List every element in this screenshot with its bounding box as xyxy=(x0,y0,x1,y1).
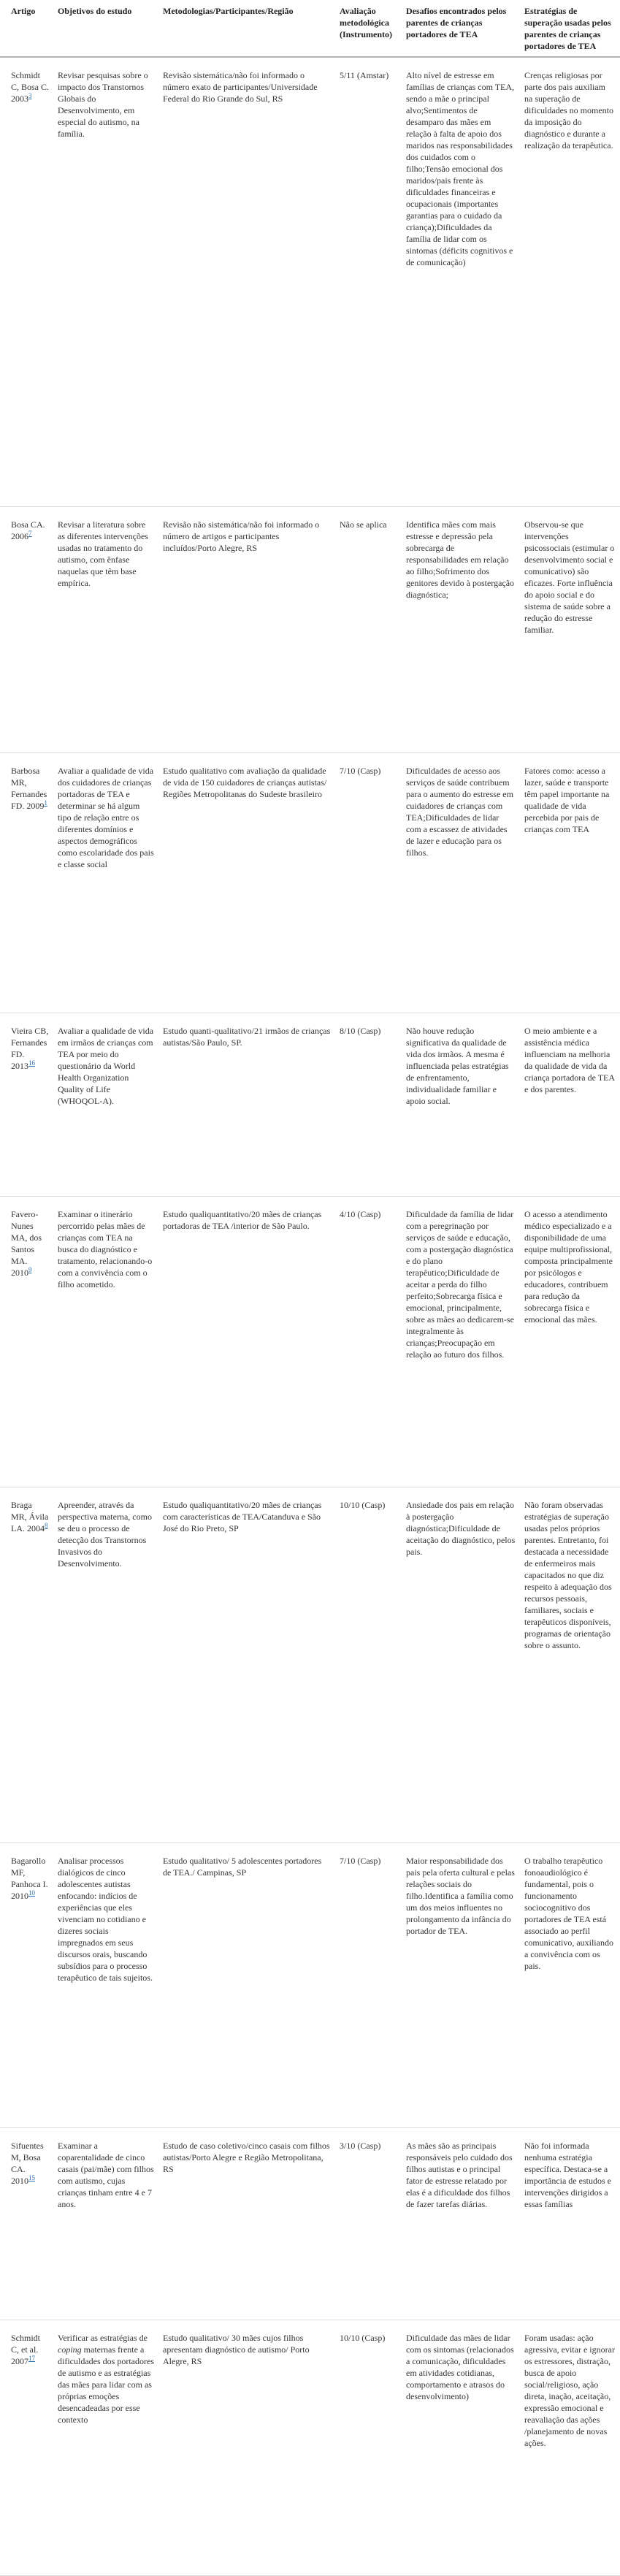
table-row xyxy=(0,1843,620,2128)
article-citation: Schmidt C, et al. 2007 xyxy=(11,2333,41,2366)
table-header-row xyxy=(0,0,620,57)
cell-evaluation: 8/10 (Casp) xyxy=(335,1013,402,1197)
cell-evaluation: 4/10 (Casp) xyxy=(335,1197,402,1487)
table-row xyxy=(0,2320,620,2576)
cell-methodology: Estudo qualitativo/ 30 mães cujos filhos apresentam diagnóstico de autismo/ Porto Alegre, RS xyxy=(158,2320,335,2576)
cell-objective: Revisar pesquisas sobre o impacto dos Transtornos Globais do Desenvolvimento, em especial do autismo, na família. xyxy=(53,57,158,507)
article-citation: Bagarollo MF, Panhoca I. 2010 xyxy=(11,1856,48,1901)
cell-evaluation: 7/10 (Casp) xyxy=(335,1843,402,2128)
article-citation: Braga MR, Ávila LA. 2004 xyxy=(11,1500,49,1533)
cell-objective: Examinar a coparentalidade de cinco casais (pai/mãe) com filhos com autismo, cujas crianças tinham entre 4 e 7 anos. xyxy=(53,2128,158,2320)
cell-article xyxy=(0,2128,53,2320)
cell-article xyxy=(0,2320,53,2576)
article-citation: Bosa CA. 2006 xyxy=(11,519,45,541)
cell-evaluation: Não se aplica xyxy=(335,507,402,753)
header-challenges: Desafios encontrados pelos parentes de crianças portadores de TEA xyxy=(402,0,520,57)
reference-link[interactable]: 3 xyxy=(28,92,32,99)
cell-evaluation: 3/10 (Casp) xyxy=(335,2128,402,2320)
cell-methodology: Estudo qualiquantitativo/20 mães de crianças com características de TEA/Catanduva e São José do Rio Preto, SP xyxy=(158,1487,335,1843)
cell-challenges: Maior responsabilidade dos pais pela oferta cultural e pelas relações sociais do filho.Identifica a família como um dos meios influentes no prolongamento da infância do portador de TEA. xyxy=(402,1843,520,2128)
cell-strategies: O trabalho terapêutico fonoaudiológico é fundamental, pois o funcionamento sociocognitivo dos portadores de TEA está associado ao perfil comunicativo, auxiliando a convivência com os pais. xyxy=(520,1843,620,2128)
cell-article xyxy=(0,753,53,1013)
article-citation: Vieira CB, Fernandes FD. 2013 xyxy=(11,1026,49,1071)
reference-link[interactable]: 17 xyxy=(28,2355,35,2362)
cell-evaluation: 7/10 (Casp) xyxy=(335,753,402,1013)
cell-strategies: Não foi informada nenhuma estratégia específica. Destaca-se a importância de estudos e intervenções dirigidos a essas famílias xyxy=(520,2128,620,2320)
cell-strategies: Fatores como: acesso a lazer, saúde e transporte têm papel importante na qualidade de vida percebida por pais de crianças com TEA xyxy=(520,753,620,1013)
header-methodology: Metodologias/Participantes/Região xyxy=(158,0,335,57)
cell-methodology: Estudo quanti-qualitativo/21 irmãos de crianças autistas/São Paulo, SP. xyxy=(158,1013,335,1197)
cell-challenges: Ansiedade dos pais em relação à postergação diagnóstica;Dificuldade de aceitação do diagnóstico, pelos pais. xyxy=(402,1487,520,1843)
article-citation: Favero-Nunes MA, dos Santos MA. 2010 xyxy=(11,1209,42,1278)
reference-link[interactable]: 15 xyxy=(28,2174,35,2181)
cell-article xyxy=(0,1843,53,2128)
reference-link[interactable]: 8 xyxy=(45,1522,48,1529)
cell-objective: Apreender, através da perspectiva materna, como se deu o processo de detecção dos Transtornos Invasivos do Desenvolvimento. xyxy=(53,1487,158,1843)
table-row xyxy=(0,753,620,1013)
reference-link[interactable]: 1 xyxy=(44,799,47,807)
table-row xyxy=(0,1197,620,1487)
cell-methodology: Revisão sistemática/não foi informado o número exato de participantes/Universidade Federal do Rio Grande do Sul, RS xyxy=(158,57,335,507)
cell-methodology: Estudo qualitativo/ 5 adolescentes portadores de TEA./ Campinas, SP xyxy=(158,1843,335,2128)
reference-link[interactable]: 10 xyxy=(28,1889,35,1897)
table-row xyxy=(0,1487,620,1843)
cell-strategies: Não foram observadas estratégias de superação usadas pelos próprios parentes. Entretanto, foi destacada a necessidade de enfermeiros mais capacitados no que diz respeito à adequação dos recursos pessoais, familiares, sociais e terapêuticos disponíveis, programas de orientação sobre o assunto. xyxy=(520,1487,620,1843)
cell-evaluation: 10/10 (Casp) xyxy=(335,2320,402,2576)
header-objective: Objetivos do estudo xyxy=(53,0,158,57)
cell-objective xyxy=(53,2320,158,2576)
table-row xyxy=(0,57,620,507)
cell-objective: Revisar a literatura sobre as diferentes intervenções usadas no tratamento do autismo, com ênfase naquelas que têm base empírica. xyxy=(53,507,158,753)
table-row xyxy=(0,1013,620,1197)
objective-text: maternas frente a dificuldades dos portadores de autismo e as estratégias das mães para lidar com as próprias emoções desencadeadas por esse contexto xyxy=(58,2344,154,2425)
cell-strategies: Foram usadas: ação agressiva, evitar e ignorar os estressores, distração, busca de apoio social/religioso, ação direta, inação, aceitação, expressão emocional e reavaliação das ações /planejamento de novas ações. xyxy=(520,2320,620,2576)
objective-text: Verificar as estratégias de xyxy=(58,2333,148,2343)
article-citation: Sifuentes M, Bosa CA. 2010 xyxy=(11,2141,44,2186)
cell-article xyxy=(0,57,53,507)
cell-strategies: Crenças religiosas por parte dos pais auxiliam na superação de dificuldades no momento da imposição do diagnóstico e durante a realização da terapêutica. xyxy=(520,57,620,507)
cell-objective: Avaliar a qualidade de vida em irmãos de crianças com TEA por meio do questionário da World Health Organization Quality of Life (WHOQOL-A). xyxy=(53,1013,158,1197)
article-citation: Barbosa MR, Fernandes FD. 2009 xyxy=(11,766,47,811)
cell-challenges: Identifica mães com mais estresse e depressão pela sobrecarga de responsabilidades em relação ao filho;Sofrimento dos genitores devido à postergação diagnóstica; xyxy=(402,507,520,753)
cell-objective: Examinar o itinerário percorrido pelas mães de crianças com TEA na busca do diagnóstico e tratamento, relacionando-o com a convivência com o filho acometido. xyxy=(53,1197,158,1487)
cell-evaluation: 10/10 (Casp) xyxy=(335,1487,402,1843)
cell-methodology: Estudo qualitativo com avaliação da qualidade de vida de 150 cuidadores de crianças autistas/ Regiões Metropolitanas do Sudeste brasileiro xyxy=(158,753,335,1013)
cell-strategies: O meio ambiente e a assistência médica influenciam na melhoria da qualidade de vida da criança portadora de TEA e dos parentes. xyxy=(520,1013,620,1197)
cell-article xyxy=(0,507,53,753)
cell-challenges: As mães são as principais responsáveis pelo cuidado dos filhos autistas e o principal fator de estresse relatado por elas é a dificuldade dos filhos de fazer tarefas diárias. xyxy=(402,2128,520,2320)
cell-objective: Analisar processos dialógicos de cinco adolescentes autistas enfocando: indícios de experiências que eles vivenciam no cotidiano e dizeres sociais impregnados em seus discursos orais, buscando subsídios para o processo terapêutico de tais sujeitos. xyxy=(53,1843,158,2128)
cell-challenges: Não houve redução significativa da qualidade de vida dos irmãos. A mesma é influenciada pelas estratégias de enfrentamento, individualidade familiar e apoio social. xyxy=(402,1013,520,1197)
table-row xyxy=(0,507,620,753)
cell-methodology: Estudo qualiquantitativo/20 mães de crianças portadoras de TEA /interior de São Paulo. xyxy=(158,1197,335,1487)
cell-objective: Avaliar a qualidade de vida dos cuidadores de crianças portadoras de TEA e determinar se há algum tipo de relação entre os diferentes domínios e aspectos demográficos como escolaridade dos pais e classe social xyxy=(53,753,158,1013)
header-strategies: Estratégias de superação usadas pelos parentes de crianças portadores de TEA xyxy=(520,0,620,57)
cell-challenges: Dificuldade das mães de lidar com os sintomas (relacionados a comunicação, dificuldades em atividades cotidianas, comportamento e atrasos do desenvolvimento) xyxy=(402,2320,520,2576)
table-row xyxy=(0,2128,620,2320)
cell-challenges: Dificuldade da família de lidar com a peregrinação por serviços de saúde e educação, com a postergação diagnóstica e do plano terapêutico;Dificuldade de aceitar a perda do filho perfeito;Sobrecarga física e emocional, principalmente, sobre as mães ao dedicarem-se integralmente às crianças;Preocupação em relação ao futuro dos filhos. xyxy=(402,1197,520,1487)
article-citation: Schmidt C, Bosa C. 2003 xyxy=(11,70,50,104)
cell-challenges: Dificuldades de acesso aos serviços de saúde contribuem para o aumento do estresse em cuidadores de crianças com TEA;Dificuldades de lidar com a escassez de atividades de lazer e educação para os filhos. xyxy=(402,753,520,1013)
cell-evaluation: 5/11 (Amstar) xyxy=(335,57,402,507)
cell-strategies: Observou-se que intervenções psicossociais (estimular o desenvolvimento social e comunicativo) são eficazes. Forte influência do apoio social e do sistema de saúde sobre a redução do estresse familiar. xyxy=(520,507,620,753)
cell-article xyxy=(0,1013,53,1197)
reference-link[interactable]: 16 xyxy=(28,1059,35,1067)
objective-emphasis: coping xyxy=(58,2344,82,2355)
reference-link[interactable]: 7 xyxy=(28,530,32,537)
cell-methodology: Revisão não sistemática/não foi informado o número de artigos e participantes incluídos/Porto Alegre, RS xyxy=(158,507,335,753)
cell-strategies: O acesso a atendimento médico especializado e a disponibilidade de uma equipe multiprofissional, composta principalmente por psicólogos e educadores, contribuem para redução da sobrecarga física e emocional das mães. xyxy=(520,1197,620,1487)
header-evaluation: Avaliação metodológica (Instrumento) xyxy=(335,0,402,57)
cell-article xyxy=(0,1197,53,1487)
header-article: Artigo xyxy=(0,0,53,57)
cell-methodology: Estudo de caso coletivo/cinco casais com filhos autistas/Porto Alegre e Região Metropolitana, RS xyxy=(158,2128,335,2320)
reference-link[interactable]: 9 xyxy=(28,1266,32,1273)
cell-challenges: Alto nível de estresse em famílias de crianças com TEA, sendo a mãe o principal alvo;Sentimentos de desamparo das mães em relação à falta de apoio dos maridos nas responsabilidades dos cuidados com o filho;Tensão emocional dos maridos/pais frente às dificuldades financeiras e ocupacionais (importantes garantias para o cuidado da criança);Dificuldades da família de lidar com os sintomas (déficits cognitivos e de comunicação) xyxy=(402,57,520,507)
cell-article xyxy=(0,1487,53,1843)
